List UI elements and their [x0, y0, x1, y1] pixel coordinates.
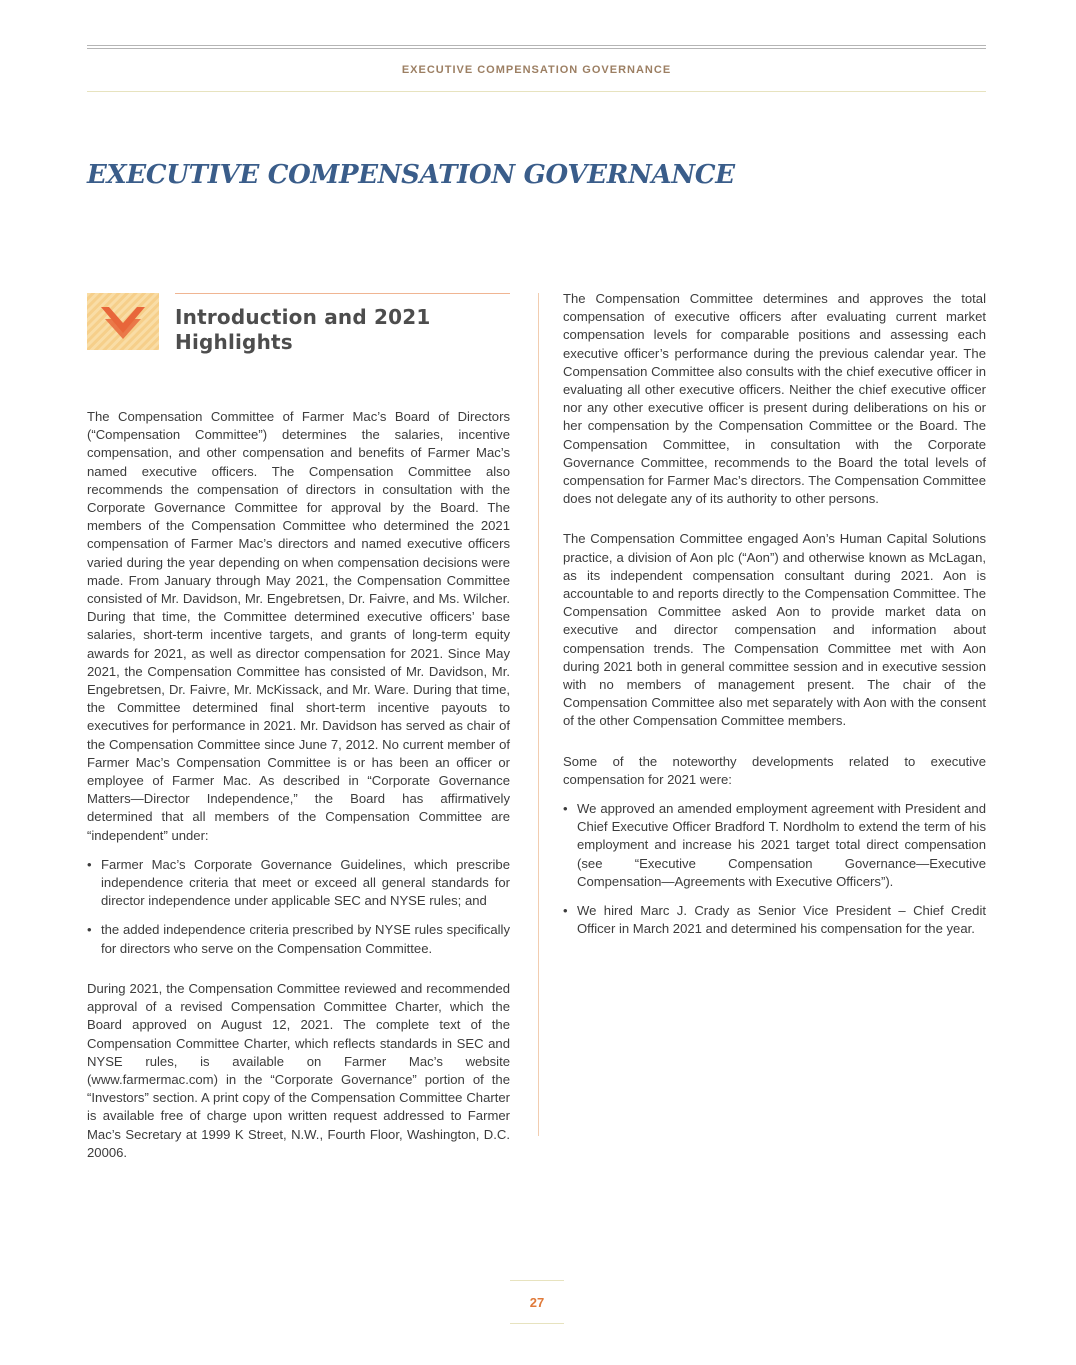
- list-item: • We approved an amended employment agreement with President and Chief Executive Officer Bradford T. Nordholm to extend the term of his employment and increase his 2021 target total direct compensation (see “Executive Compensation Governance—Executive Compensation—Agreements with Executive Officers”).: [563, 800, 986, 891]
- section-title-line2: Highlights: [175, 330, 293, 354]
- section-title-rule: [175, 293, 510, 294]
- paragraph: The Compensation Committee of Farmer Mac’s Board of Directors (“Compensation Committee”) determines the salaries, incentive compensation, and other compensation and benefits of Farmer Mac’s named executive officers. The Compensation Committee also recommends the compensation of directors in consultation with the Corporate Governance Committee for approval by the Board. The members of the Compensation Committee who determined the 2021 compensation of Farmer Mac’s directors and named executive officers varied during the year depending on when compensation decisions were made. From January through May 2021, the Compensation Committee consisted of Mr. Davidson, Mr. Engebretsen, Dr. Faivre, and Ms. Wilcher. During that time, the Committee determined executive officers’ base salaries, short-term incentive targets, and grants of long-term equity awards for 2021, as well as director compensation for 2021. Since May 2021, the Compensation Committee has consisted of Mr. Davidson, Mr. Engebretsen, Dr. Faivre, Mr. McKissack, and Mr. Ware. During that time, the Committee determined final short-term incentive payouts to executives for performance in 2021. Mr. Davidson has served as chair of the Compensation Committee since June 7, 2012. No current member of Farmer Mac’s Compensation Committee is or has been an officer or employee of Farmer Mac. As described in “Corporate Governance Matters—Director Independence,” the Board has affirmatively determined that all members of the Compensation Committee are “independent” under:: [87, 409, 510, 843]
- header-divider: [87, 91, 986, 92]
- page-number: 27: [510, 1280, 564, 1324]
- section-title-line1: Introduction and 2021: [175, 305, 431, 329]
- farmer-mac-logo-icon: [87, 293, 159, 350]
- list-item: • Farmer Mac’s Corporate Governance Guidelines, which prescribe independence criteria that meet or exceed all general standards for director independence under applicable SEC and NYSE rules; and: [87, 856, 510, 911]
- column-divider: [538, 293, 539, 1136]
- list-item: • the added independence criteria prescribed by NYSE rules specifically for directors who serve on the Compensation Committee.: [87, 921, 510, 957]
- paragraph: Some of the noteworthy developments related to executive compensation for 2021 were:: [563, 753, 986, 787]
- paragraph: The Compensation Committee determines and approves the total compensation of executive officers after evaluating current market compensation levels for comparable positions and assessing each executive officer’s performance during the previous calendar year. The Compensation Committee also consults with the chief executive officer in evaluating all other executive officers. Neither the chief executive officer nor any other executive officer is present during deliberations on his or her compensation by the Compensation Committee or the Board. The Compensation Committee, in consultation with the Corporate Governance Committee, recommends to the Board the total levels of compensation for Farmer Mac’s directors. The Compensation Committee does not delegate any of its authority to other persons.: [563, 291, 986, 507]
- independence-list: [87, 856, 510, 958]
- list-item: • We hired Marc J. Crady as Senior Vice President – Chief Credit Officer in March 2021 and determined his compensation for the year.: [563, 902, 986, 938]
- developments-list: [563, 800, 986, 938]
- page-title: EXECUTIVE COMPENSATION GOVERNANCE: [87, 160, 735, 190]
- top-rule: [87, 45, 986, 49]
- section-title: [175, 305, 431, 355]
- running-header: EXECUTIVE COMPENSATION GOVERNANCE: [401, 64, 672, 76]
- right-column: [563, 290, 986, 939]
- paragraph: During 2021, the Compensation Committee reviewed and recommended approval of a revised Compensation Committee Charter, which the Board approved on August 12, 2021. The complete text of the Compensation Committee Charter, which reflects standards in SEC and NYSE rules, is available on Farmer Mac’s website (www.farmermac.com) in the “Corporate Governance” portion of the “Investors” section. A print copy of the Compensation Committee Charter is available free of charge upon written request addressed to Farmer Mac’s Secretary at 1999 K Street, N.W., Fourth Floor, Washington, D.C. 20006.: [87, 980, 510, 1160]
- left-column: [87, 408, 510, 1162]
- paragraph: The Compensation Committee engaged Aon’s Human Capital Solutions practice, a division of Aon plc (“Aon”) and otherwise known as McLagan, as its independent compensation consultant during 2021. Aon is accountable to and reports directly to the Compensation Committee. The Compensation Committee asked Aon to provide market data on executive and director compensation and information about compensation trends. The Compensation Committee met with Aon during 2021 both in general committee session and in executive session with no members of management present. The chair of the Compensation Committee also met separately with Aon with the consent of the other Compensation Committee members.: [563, 531, 986, 729]
